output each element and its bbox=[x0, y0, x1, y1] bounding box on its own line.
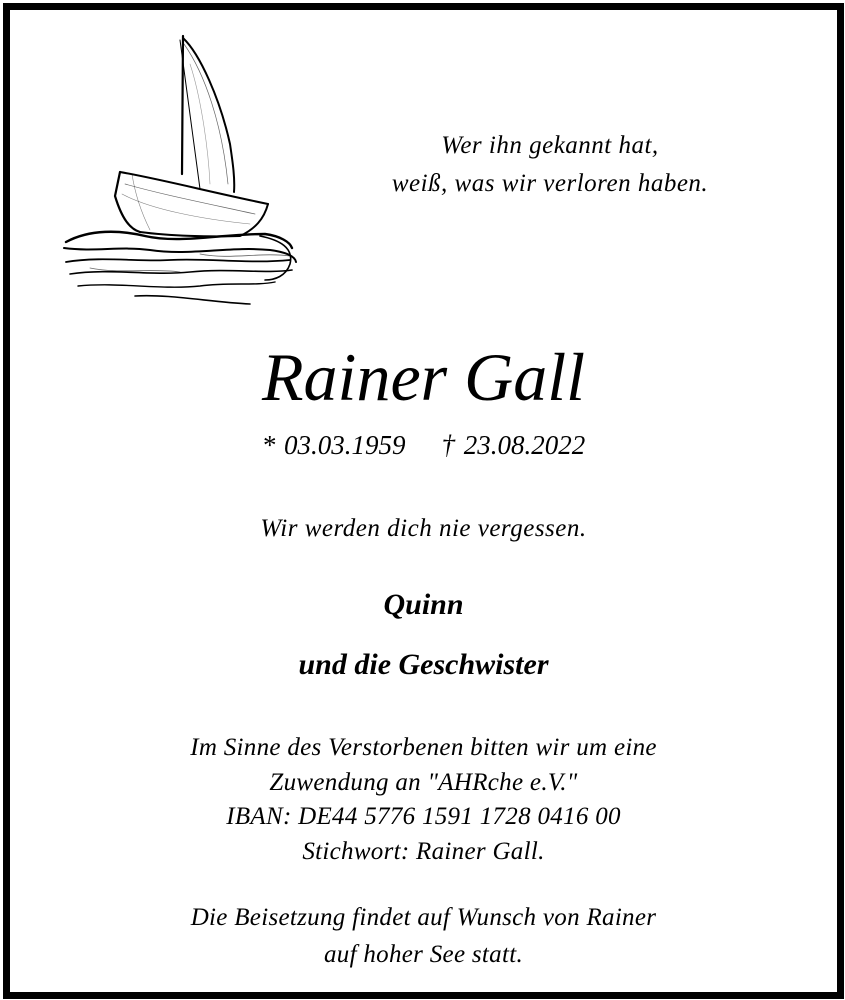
obituary-frame bbox=[3, 3, 844, 999]
life-dates bbox=[10, 428, 837, 462]
mourner-name: Quinn bbox=[383, 588, 464, 621]
quote-line-2: weiß, was wir verloren haben. bbox=[391, 170, 709, 197]
quote-line-1: Wer ihn gekannt hat, bbox=[441, 132, 659, 159]
death-date: † 23.08.2022 bbox=[441, 430, 586, 460]
donation-iban: IBAN: DE44 5776 1591 1728 0416 00 bbox=[226, 803, 621, 830]
burial-note-line-2: auf hoher See statt. bbox=[323, 941, 524, 968]
sailboat-sketch-icon bbox=[50, 24, 310, 324]
deceased-name: Rainer Gall bbox=[262, 339, 585, 415]
donation-note-line-1: Im Sinne des Verstorbenen bitten wir um eine bbox=[190, 734, 657, 761]
donation-note bbox=[10, 731, 837, 869]
donation-keyword: Stichwort: Rainer Gall. bbox=[302, 837, 545, 865]
burial-note-line-1: Die Beisetzung findet auf Wunsch von Rainer bbox=[190, 904, 657, 931]
mourner-family: und die Geschwister bbox=[298, 648, 549, 681]
donation-note-line-2: Zuwendung an "AHRche e.V." bbox=[269, 768, 578, 796]
quote bbox=[350, 127, 750, 203]
farewell-text: Wir werden dich nie vergessen. bbox=[260, 515, 587, 542]
burial-note bbox=[10, 899, 837, 973]
birth-date: * 03.03.1959 bbox=[261, 430, 406, 460]
